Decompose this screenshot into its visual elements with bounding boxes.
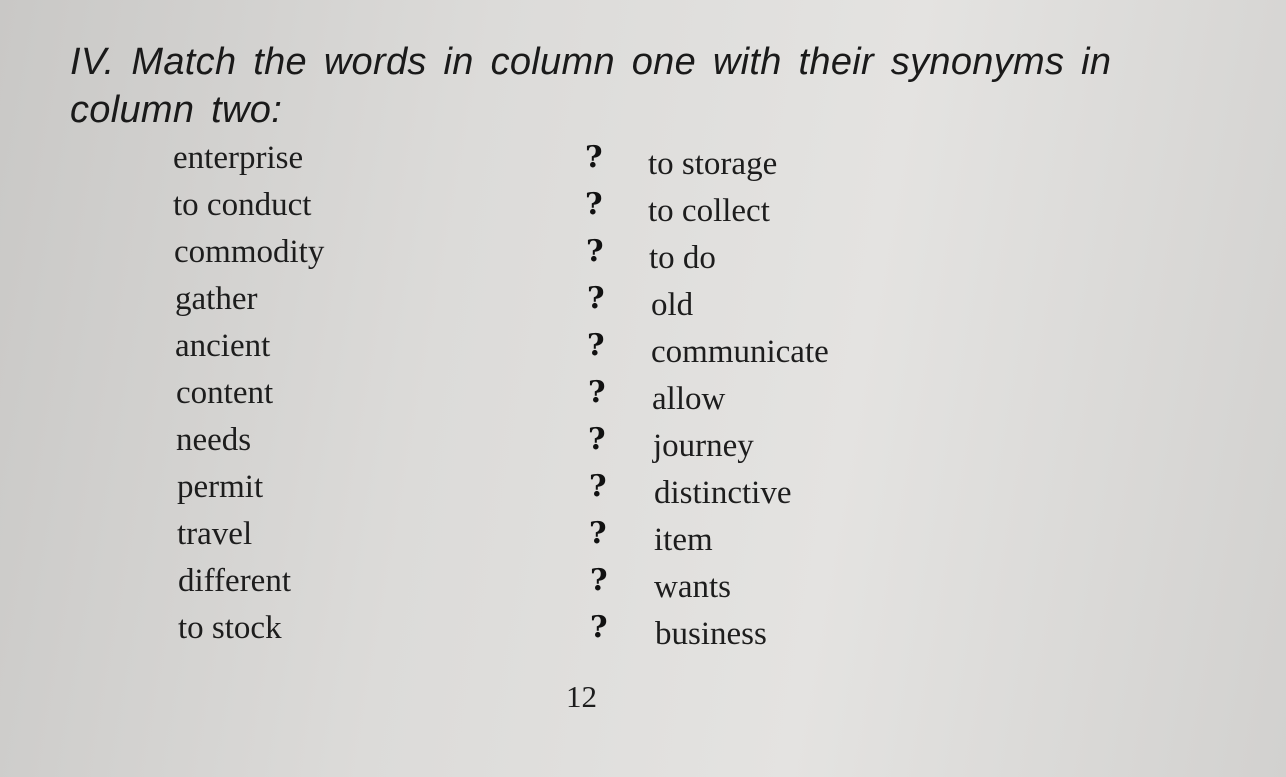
question-mark: ? xyxy=(587,328,605,363)
match-row xyxy=(178,610,1178,654)
column-two-word: allow xyxy=(652,381,726,417)
column-two-word: to storage xyxy=(648,146,778,182)
question-mark: ? xyxy=(585,140,603,175)
match-row xyxy=(174,234,1174,278)
column-two-word: journey xyxy=(653,428,754,464)
question-mark: ? xyxy=(587,281,605,316)
exercise-heading: IV. Match the words in column one with their synonyms in column two: xyxy=(70,41,1112,131)
column-one-word: ancient xyxy=(175,328,271,364)
column-two-word: distinctive xyxy=(654,475,792,511)
question-mark: ? xyxy=(589,516,607,551)
question-mark: ? xyxy=(585,187,603,222)
match-row xyxy=(177,469,1177,513)
question-mark: ? xyxy=(586,234,604,269)
column-two-word: wants xyxy=(654,569,731,605)
column-two-word: item xyxy=(654,522,713,558)
question-mark: ? xyxy=(588,375,606,410)
question-mark: ? xyxy=(589,469,607,504)
match-row xyxy=(176,422,1176,466)
column-two-word: communicate xyxy=(651,334,829,370)
match-row xyxy=(175,328,1175,372)
match-row xyxy=(178,563,1178,607)
question-mark: ? xyxy=(590,563,608,598)
column-two-word: to collect xyxy=(648,193,770,229)
page-number: 12 xyxy=(566,679,597,714)
column-one-word: different xyxy=(178,563,292,599)
column-one-word: content xyxy=(176,375,274,411)
column-one-word: enterprise xyxy=(173,140,304,176)
column-one-word: permit xyxy=(177,469,264,505)
column-one-word: to conduct xyxy=(173,187,312,223)
match-row xyxy=(177,516,1177,560)
match-row xyxy=(173,140,1173,184)
column-one-word: to stock xyxy=(178,610,282,646)
match-row xyxy=(176,375,1176,419)
column-one-word: needs xyxy=(176,422,252,458)
question-mark: ? xyxy=(588,422,606,457)
column-two-word: to do xyxy=(649,240,716,276)
column-one-word: travel xyxy=(177,516,253,552)
column-one-word: gather xyxy=(175,281,258,317)
match-row xyxy=(175,281,1175,325)
match-row xyxy=(173,187,1173,231)
column-one-word: commodity xyxy=(174,234,325,270)
question-mark: ? xyxy=(590,610,608,645)
column-two-word: old xyxy=(651,287,694,323)
column-two-word: business xyxy=(655,616,767,652)
